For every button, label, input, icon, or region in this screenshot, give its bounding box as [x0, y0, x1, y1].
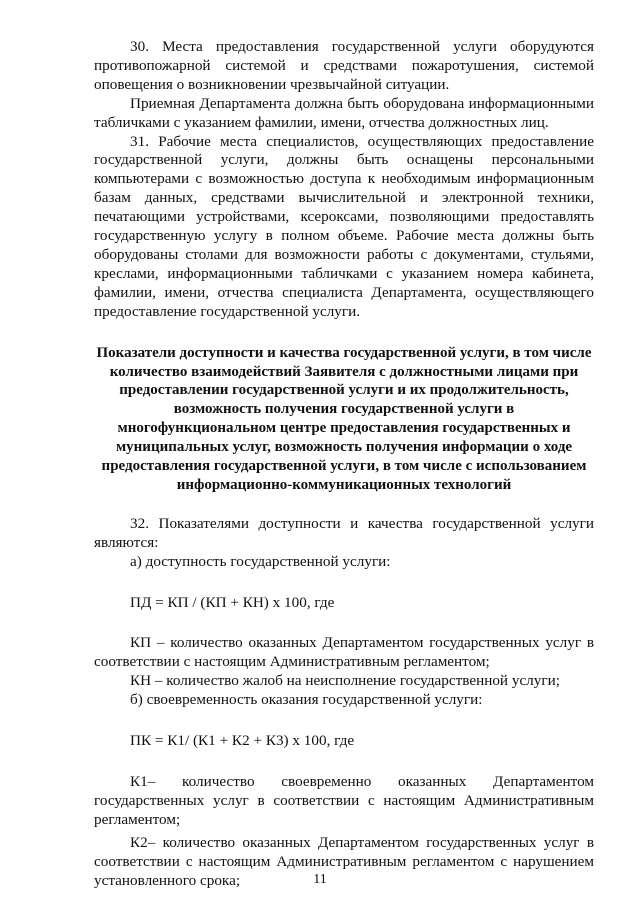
definition-k2: К2– количество оказанных Департаментом государственных услуг в соответствии с настоящим Административным регламентом с нарушением установленного срока; [94, 833, 594, 889]
definition-kp: КП – количество оказанных Департаментом государственных услуг в соответствии с настоящим Административным регламентом; [94, 634, 594, 671]
item-a: а) доступность государственной услуги: [130, 552, 391, 570]
heading-line: количество взаимодействий Заявителя с должностными лицами при [109, 363, 579, 380]
heading-line: возможность получения государственной услуги в [173, 401, 515, 418]
heading-line: многофункциональном центре предоставления государственных и [117, 420, 571, 437]
paragraph-31: 31. Рабочие места специалистов, осуществляющих предоставление государственной услуги, должны быть оснащены персональными компьютерами с возможностью доступа к необходимым информационным базам данных, средствами вычислительной и электронной техники, печатающими устройствами, ксероксами, позволяющими предоставлять государственную услугу в полном объеме. Рабочие места должны быть оборудованы столами для возможности работы с документами, стульями, креслами, информационными табличками с указанием номера кабинета, фамилии, имени, отчества специалиста Департамента, осуществляющего предоставление государственной услуги. [94, 132, 594, 320]
heading-line: предоставлении государственной услуги и их продолжительность, [119, 382, 569, 399]
page-number: 11 [313, 872, 327, 887]
paragraph-30: 30. Места предоставления государственной услуги оборудуются противопожарной системой и средствами пожаротушения, системой оповещения о возникновении чрезвычайной ситуации. [94, 38, 594, 93]
heading-line: информационно-коммуникационных технологий [176, 476, 512, 493]
heading-line: предоставления государственной услуги, в том числе с использованием [101, 458, 587, 475]
definition-k1: К1– количество своевременно оказанных Департаментом государственных услуг в соответствии с настоящим Административным регламентом; [94, 773, 594, 828]
definition-kn: КН – количество жалоб на неисполнение государственной услуги; [130, 672, 560, 690]
item-b: б) своевременность оказания государственной услуги: [130, 691, 483, 709]
formula-pd: ПД = КП / (КП + КН) х 100, где [130, 593, 335, 611]
paragraph-reception: Приемная Департамента должна быть оборудована информационными табличками с указанием фамилии, имени, отчества должностных лиц. [94, 94, 594, 131]
heading-line: Показатели доступности и качества государственной услуги, в том числе [96, 344, 592, 361]
formula-pk: ПК = К1/ (К1 + К2 + К3) х 100, где [130, 732, 355, 750]
heading-line: муниципальных услуг, возможность получения информации о ходе [115, 439, 573, 456]
section-heading [94, 344, 594, 495]
paragraph-32: 32. Показателями доступности и качества государственной услуги являются: [94, 514, 594, 551]
